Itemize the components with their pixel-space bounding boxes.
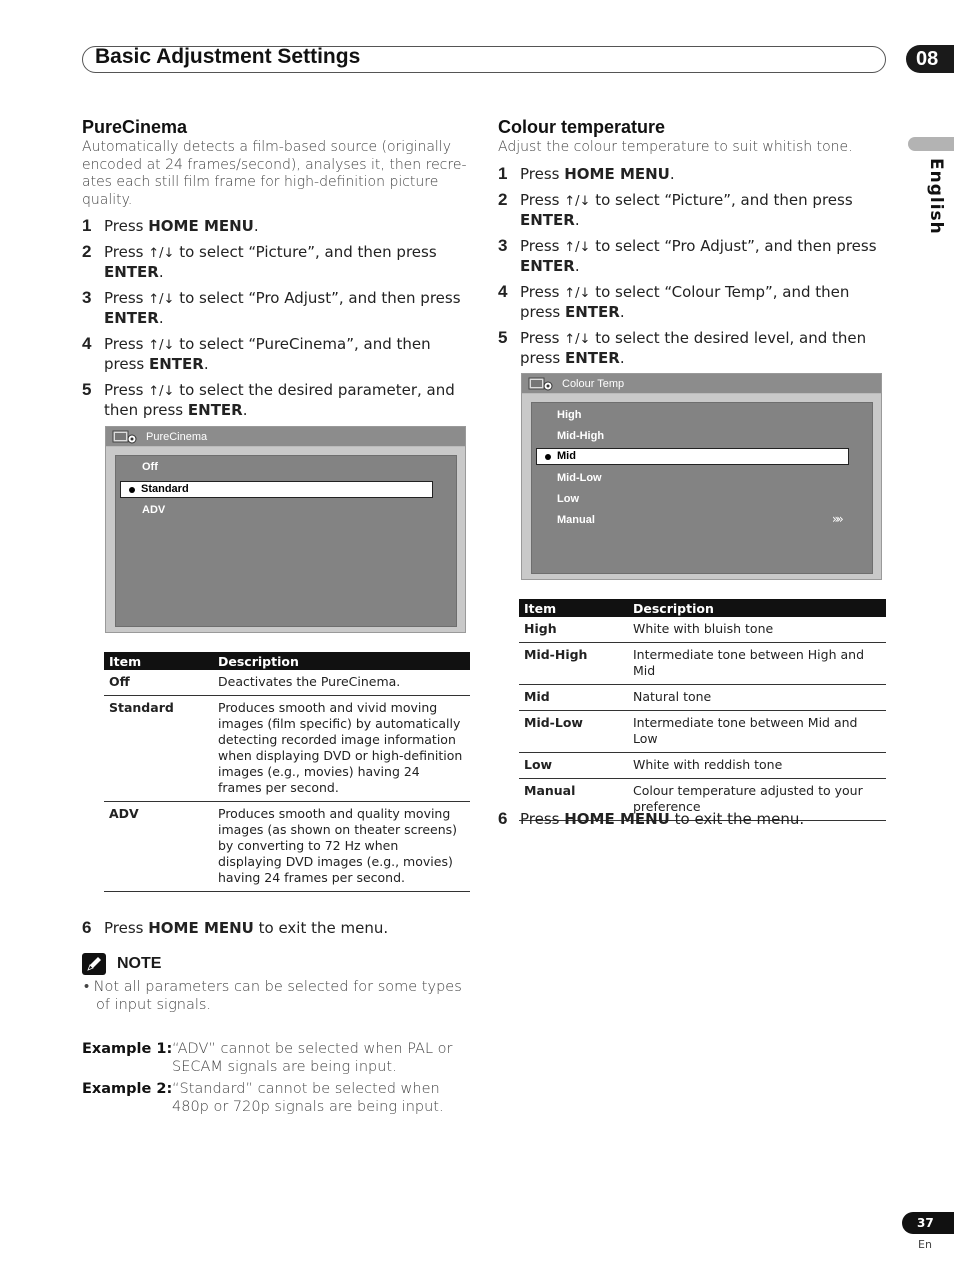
key-name: ENTER	[149, 355, 204, 373]
menu-option-adv[interactable]: ADV	[142, 504, 166, 516]
colour-temp-heading: Colour temperature	[498, 117, 666, 137]
table-header-item: Item	[104, 652, 213, 670]
step-item: 1 Press HOME MENU.	[498, 163, 675, 183]
purecinema-menu	[105, 426, 466, 633]
colour-temp-intro: Adjust the colour temperature to suit whitish tone.	[498, 139, 853, 155]
key-name: ENTER	[104, 309, 159, 327]
menu-option-low[interactable]: Low	[557, 493, 579, 505]
step-number: 5	[498, 327, 508, 347]
table-row: Off Deactivates the PureCinema.	[104, 670, 470, 696]
colour-temp-steps	[498, 165, 888, 368]
note-text: • Not all parameters can be selected for some types of input signals.	[84, 979, 462, 1013]
table-row: Manual Colour temperature adjusted to your preference	[519, 779, 886, 821]
selected-dot-icon	[129, 487, 135, 493]
step-item: 2 Press ↑/↓ to select “Picture”, and then press ENTER.	[82, 242, 437, 281]
key-name: ENTER	[520, 256, 575, 275]
up-down-arrow-icon: ↑/↓	[148, 246, 175, 261]
table-row: ADV Produces smooth and quality moving images (as shown on theater screens) by converting to 72 Hz when displaying DVD images (e.g., movies) having 24 frames per second.	[104, 802, 470, 892]
page-language: En	[918, 1238, 932, 1251]
step-item: 5 Press ↑/↓ to select the desired level, and then press ENTER.	[498, 327, 867, 367]
key-name: ENTER	[520, 210, 575, 229]
step-item: 6 Press HOME MENU to exit the menu.	[82, 918, 389, 937]
table-row: Standard Produces smooth and vivid moving images (film specific) by automatically detecting recorded image information when displaying DVD or high-definition images (e.g., movies) having 24 frames per second.	[104, 696, 470, 802]
purecinema-step6	[82, 919, 472, 945]
up-down-arrow-icon: ↑/↓	[148, 338, 175, 353]
step-number: 1	[498, 163, 508, 183]
selected-dot-icon	[545, 454, 551, 460]
colour-temp-step6	[498, 810, 888, 836]
step-item: 3 Press ↑/↓ to select “Pro Adjust”, and then press ENTER.	[82, 288, 461, 327]
up-down-arrow-icon: ↑/↓	[564, 331, 591, 347]
table-row: Low White with reddish tone	[519, 753, 886, 779]
step-item: 4 Press ↑/↓ to select “Colour Temp”, and then press ENTER.	[498, 281, 850, 321]
menu-title: PureCinema	[146, 431, 208, 443]
up-down-arrow-icon: ↑/↓	[564, 193, 591, 209]
colour-temp-section	[498, 117, 888, 375]
up-down-arrow-icon: ↑/↓	[564, 285, 591, 301]
key-name: ENTER	[565, 348, 620, 367]
menu-option-manual[interactable]: Manual	[557, 514, 595, 526]
step-item: 4 Press ↑/↓ to select “PureCinema”, and then press ENTER.	[82, 334, 431, 373]
menu-panel	[531, 402, 873, 574]
menu-panel	[115, 455, 457, 627]
settings-icon	[528, 376, 554, 392]
step-item: 6 Press HOME MENU to exit the menu.	[498, 809, 805, 828]
page-title: Basic Adjustment Settings	[95, 45, 361, 68]
colour-temp-menu	[521, 373, 882, 580]
step-item: 1 Press HOME MENU.	[82, 216, 259, 235]
purecinema-intro: Automatically detects a film-based source (originally encoded at 24 frames/second), analyses it, then recre-ates each still film frame for high-definition picture quality.	[82, 139, 467, 208]
key-name: HOME MENU	[564, 164, 670, 183]
key-name: ENTER	[565, 302, 620, 321]
colour-temp-table	[519, 599, 886, 821]
table-row: Mid Natural tone	[519, 685, 886, 711]
menu-option-mid-high[interactable]: Mid-High	[557, 430, 605, 442]
menu-title-bar	[106, 427, 465, 447]
key-name: HOME MENU	[148, 217, 254, 235]
step-number: 6	[82, 918, 92, 937]
purecinema-heading: PureCinema	[82, 117, 188, 137]
note-title: NOTE	[117, 955, 162, 972]
step-item: 3 Press ↑/↓ to select “Pro Adjust”, and then press ENTER.	[498, 235, 877, 275]
menu-option-mid-low[interactable]: Mid-Low	[557, 472, 602, 484]
page-number: 37	[902, 1212, 954, 1234]
submenu-chevron-icon: »»	[832, 512, 841, 526]
language-label: English	[926, 158, 946, 235]
step-number: 5	[82, 380, 92, 399]
up-down-arrow-icon: ↑/↓	[148, 384, 175, 399]
key-name: HOME MENU	[564, 810, 670, 828]
menu-option-off[interactable]: Off	[142, 461, 158, 473]
table-header-description: Description	[213, 652, 470, 670]
menu-title-bar	[522, 374, 881, 394]
menu-option-standard[interactable]: Standard	[120, 481, 433, 498]
table-row: Mid-High Intermediate tone between High and Mid	[519, 643, 886, 685]
step-number: 4	[82, 334, 92, 353]
step-number: 3	[82, 288, 92, 307]
step-number: 2	[82, 242, 92, 261]
menu-title: Colour Temp	[562, 378, 625, 390]
menu-option-mid[interactable]: Mid	[536, 448, 849, 465]
table-header-description: Description	[628, 599, 886, 617]
key-name: HOME MENU	[148, 919, 254, 937]
up-down-arrow-icon: ↑/↓	[564, 239, 591, 255]
key-name: ENTER	[104, 263, 159, 281]
table-row: High White with bluish tone	[519, 617, 886, 643]
step-item: 5 Press ↑/↓ to select the desired parameter, and then press ENTER.	[82, 380, 455, 419]
step-number: 2	[498, 189, 508, 209]
table-row: Mid-Low Intermediate tone between Mid and Low	[519, 711, 886, 753]
menu-option-high[interactable]: High	[557, 409, 582, 421]
side-tab	[908, 137, 954, 151]
purecinema-section	[82, 117, 472, 427]
step-number: 3	[498, 235, 508, 255]
note-pencil-icon	[82, 953, 106, 975]
purecinema-table	[104, 652, 470, 892]
key-name: ENTER	[187, 401, 243, 419]
step-item: 2 Press ↑/↓ to select “Picture”, and then press ENTER.	[498, 189, 853, 229]
step-number: 1	[82, 216, 92, 235]
step-number: 4	[498, 281, 508, 301]
up-down-arrow-icon: ↑/↓	[148, 292, 175, 307]
chapter-badge: 08	[906, 45, 954, 73]
table-header-item: Item	[519, 599, 628, 617]
purecinema-steps	[82, 217, 472, 420]
step-number: 6	[498, 809, 508, 828]
settings-icon	[112, 429, 138, 445]
